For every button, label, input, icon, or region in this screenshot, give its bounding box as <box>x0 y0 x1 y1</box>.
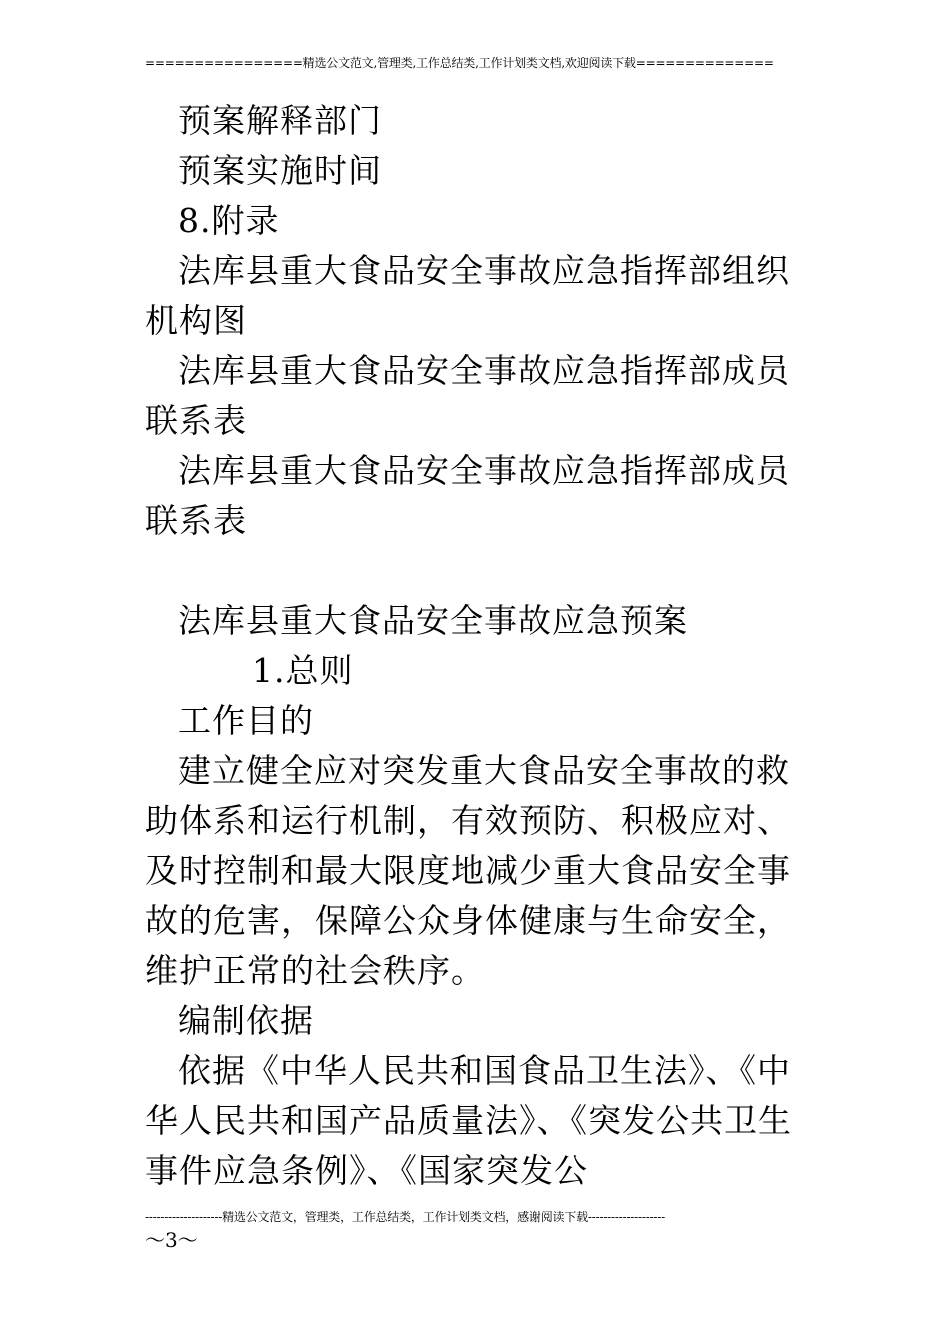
subheading-basis: 编制依据 <box>178 1001 314 1040</box>
paragraph-basis: 依据《中华人民共和国食品卫生法》、《中华人民共和国产品质量法》、《突发公共卫生事件应急条例》、《国家突发公 <box>145 1051 792 1190</box>
subheading-purpose: 工作目的 <box>178 701 314 740</box>
page-header: ================精选公文范文,管理类,工作总结类,工作计划类文档,欢迎阅读下载============== <box>145 56 774 70</box>
paragraph-plan-effective-date: 预案实施时间 <box>178 151 382 190</box>
page-number: ～3～ <box>145 1228 198 1252</box>
paragraph-org-chart: 法库县重大食品安全事故应急指挥部组织机构图 <box>145 251 790 340</box>
paragraph-purpose: 建立健全应对突发重大食品安全事故的救助体系和运行机制，有效预防、积极应对、及时控制和最大限度地减少重大食品安全事故的危害，保障公众身体健康与生命安全，维护正常的社会秩序。 <box>145 751 791 990</box>
section-heading: 1.总则 <box>252 651 354 690</box>
page-footer: --------------------精选公文范文，管理类，工作总结类，工作计划类文档，感谢阅读下载-------------------- <box>145 1210 665 1224</box>
spacer <box>145 546 809 596</box>
paragraph-plan-interpretation: 预案解释部门 <box>178 101 382 140</box>
paragraph-appendix: 8.附录 <box>178 201 280 240</box>
document-body <box>145 96 809 1196</box>
document-title: 法库县重大食品安全事故应急预案 <box>178 601 688 640</box>
paragraph-contact-list-2: 法库县重大食品安全事故应急指挥部成员联系表 <box>145 451 790 540</box>
paragraph-contact-list: 法库县重大食品安全事故应急指挥部成员联系表 <box>145 351 790 440</box>
